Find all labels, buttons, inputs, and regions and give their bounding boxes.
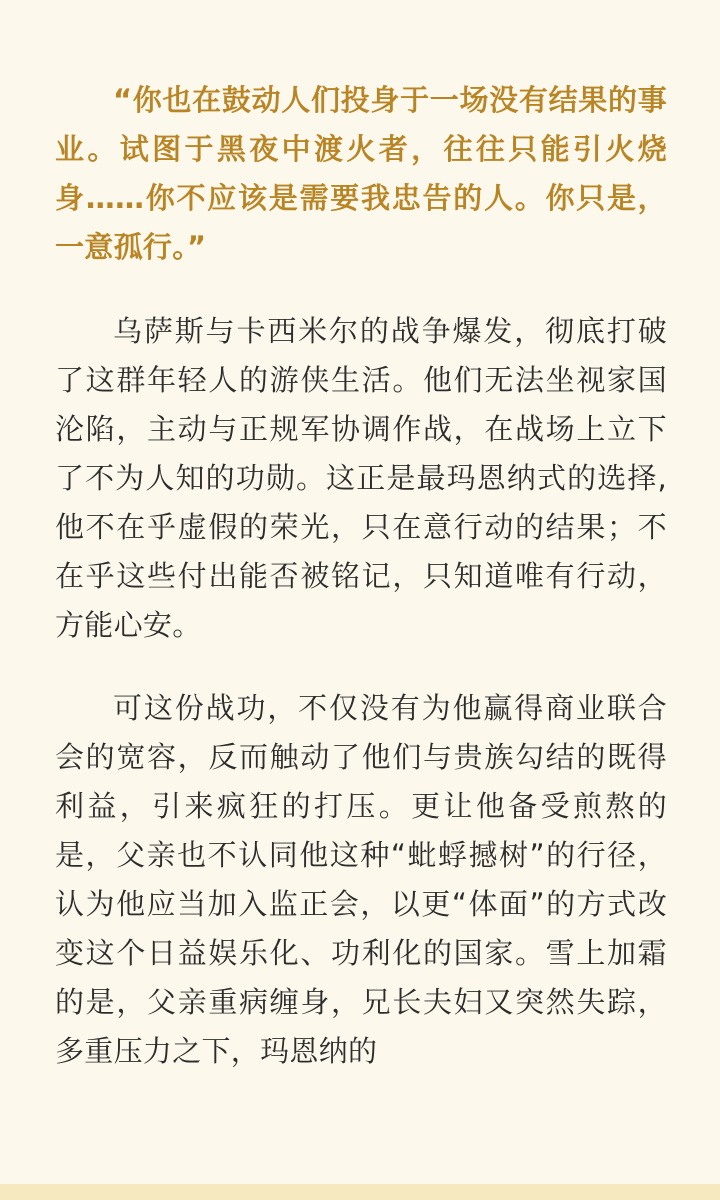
- body-paragraph-1: 乌萨斯与卡西米尔的战争爆发，彻底打破了这群年轻人的游侠生活。他们无法坐视家国沦陷，主动与正规军协调作战，在战场上立下了不为人知的功勋。这正是最玛恩纳式的选择,他不在乎虚假的荣光，只在意行动的结果；不在乎这些付出能否被铭记，只知道唯有行动，方能心安。: [55, 314, 667, 642]
- quote-paragraph: “你也在鼓动人们投身于一场没有结果的事业。试图于黑夜中渡火者，往往只能引火烧身……你不应该是需要我忠告的人。你只是，一意孤行。”: [55, 83, 667, 264]
- footer-band: [0, 1184, 720, 1200]
- body-paragraph-2: 可这份战功，不仅没有为他赢得商业联合会的宽容，反而触动了他们与贵族勾结的既得利益，引来疯狂的打压。更让他备受煎熬的是，父亲也不认同他这种“蚍蜉撼树”的行径，认为他应当加入监正会，以更“体面”的方式改变这个日益娱乐化、功利化的国家。雪上加霜的是，父亲重病缠身，兄长夫妇又突然失踪，多重压力之下，玛恩纳的: [55, 691, 667, 1068]
